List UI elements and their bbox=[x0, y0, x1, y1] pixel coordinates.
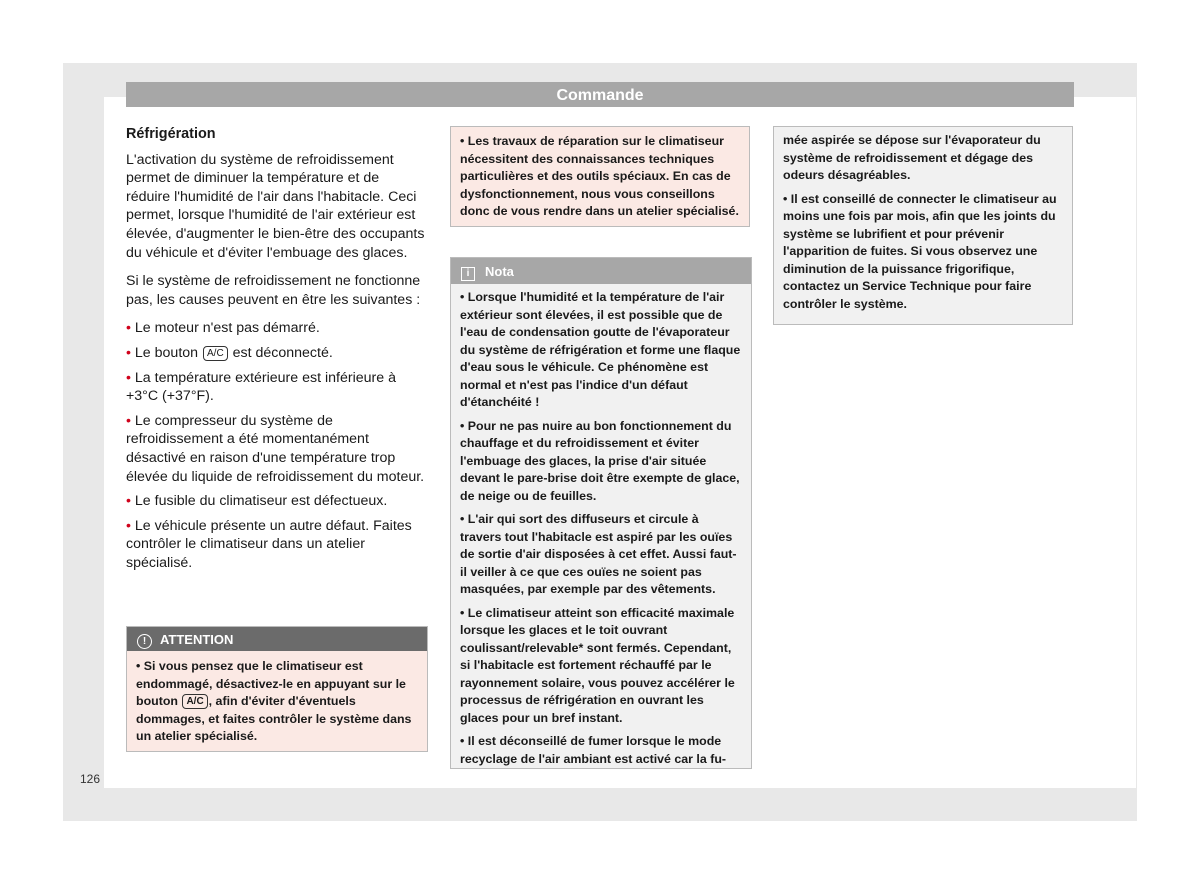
bullet-icon: • bbox=[126, 344, 131, 361]
attention-header: ! ATTENTION bbox=[127, 627, 427, 651]
attention-box bbox=[126, 626, 428, 752]
info-icon: i bbox=[461, 267, 475, 281]
bullet-icon: • bbox=[126, 369, 131, 386]
ac-key-icon: A/C bbox=[182, 694, 207, 709]
attention-body: • Si vous pensez que le climatiseur est endommagé, désactivez-le en appuyant sur le bouton A/C , afin d'éviter d'éventuels dommages, et faites contrôler le système dans un atelier spécialisé. bbox=[127, 651, 427, 751]
bullet-icon: • bbox=[126, 517, 131, 534]
list-item: • Pour ne pas nuire au bon fonctionnement du chauffage et du refroidissement et éviter l'embuage des glaces, la prise d'air située devant le pare-brise doit être exempte de glace, de neige ou de feuilles. bbox=[460, 418, 740, 503]
page-number: 126 bbox=[80, 772, 101, 786]
list-item: • L'air qui sort des diffuseurs et circule à travers tout l'habitacle est aspiré par les ouïes de sortie d'air disposées à cet effet. Aussi faut-il veiller à ce que ces ouïes ne soient pas masquées, par exemple par des vêtements. bbox=[460, 512, 737, 596]
list-item: • Le véhicule présente un autre défaut. Faites contrôler le climatiseur dans un atelier spécialisé. bbox=[126, 517, 412, 571]
nota-header: i Nota bbox=[451, 258, 751, 284]
intro-paragraph: L'activation du système de refroidissement permet de diminuer la température et de réduire l'humidité de l'air dans l'habitacle. Ceci permet, lorsque l'humidité de l'air extérieur est élevée, d'augmenter le bien-être des occupants du véhicule et d'éviter l'embuage des glaces. bbox=[126, 151, 425, 261]
attention-continuation-box: • Les travaux de réparation sur le climatiseur nécessitent des connaissances techniques particulières et des outils spéciaux. En cas de dysfonctionnement, nous vous conseillons donc de vous rendre dans un atelier spécialisé. bbox=[450, 126, 750, 227]
causes-intro: Si le système de refroidissement ne fonctionne pas, les causes peuvent en être les suivantes : bbox=[126, 273, 421, 308]
list-item: mée aspirée se dépose sur l'évaporateur du système de refroidissement et dégage des odeurs désagréables. bbox=[783, 133, 1041, 182]
nota-box bbox=[450, 257, 752, 769]
list-item: • La température extérieure est inférieure à +3°C (+37°F). bbox=[126, 369, 396, 405]
nota-body bbox=[451, 284, 751, 769]
ac-key-icon: A/C bbox=[203, 346, 228, 361]
list-item: • Lorsque l'humidité et la température de l'air extérieur sont élevées, il est possible que de l'eau de condensation goutte de l'évaporateur du système de réfrigération et forme une flaque d'eau sous le véhicule. Ce phénomène est normal et n'est pas l'indice d'un défaut d'étanchéité ! bbox=[460, 290, 741, 409]
nota-continuation-box bbox=[773, 126, 1073, 325]
list-item: • Il est conseillé de connecter le climatiseur au moins une fois par mois, afin que les joints du système se lubrifient et pour prévenir l'apparition de fuites. Si vous observez une diminution de la puissance frigorifique, contactez un Service Technique pour faire contrôler le système. bbox=[783, 191, 1057, 311]
section-header: Commande bbox=[126, 82, 1074, 107]
section-title: Réfrigération bbox=[126, 126, 216, 142]
bullet-icon: • bbox=[126, 412, 131, 429]
list-item: • Le fusible du climatiseur est défectueux. bbox=[126, 493, 388, 510]
list-item: • Le bouton A/C est déconnecté. bbox=[126, 344, 333, 361]
list-item: • Il est déconseillé de fumer lorsque le mode recyclage de l'air ambiant est activé car la fu- bbox=[460, 734, 727, 766]
list-item: • Le compresseur du système de refroidissement a été momentanément désactivé en raison d'une température trop élevée du liquide de refroidissement du moteur. bbox=[126, 412, 425, 485]
list-item: • Le moteur n'est pas démarré. bbox=[126, 320, 320, 337]
list-item: • Le climatiseur atteint son efficacité maximale lorsque les glaces et le toit ouvrant coulissant/relevable* sont fermés. Cependant, si l'habitacle est fortement réchauffé par le rayonnement solaire, vous pouvez accélérer le processus de réfrigération en ouvrant les glaces pour un bref instant. bbox=[460, 605, 735, 725]
warning-circle-icon: ! bbox=[137, 634, 152, 649]
bullet-icon: • bbox=[126, 493, 131, 510]
column-left bbox=[126, 125, 426, 578]
bullet-icon: • bbox=[126, 320, 131, 337]
